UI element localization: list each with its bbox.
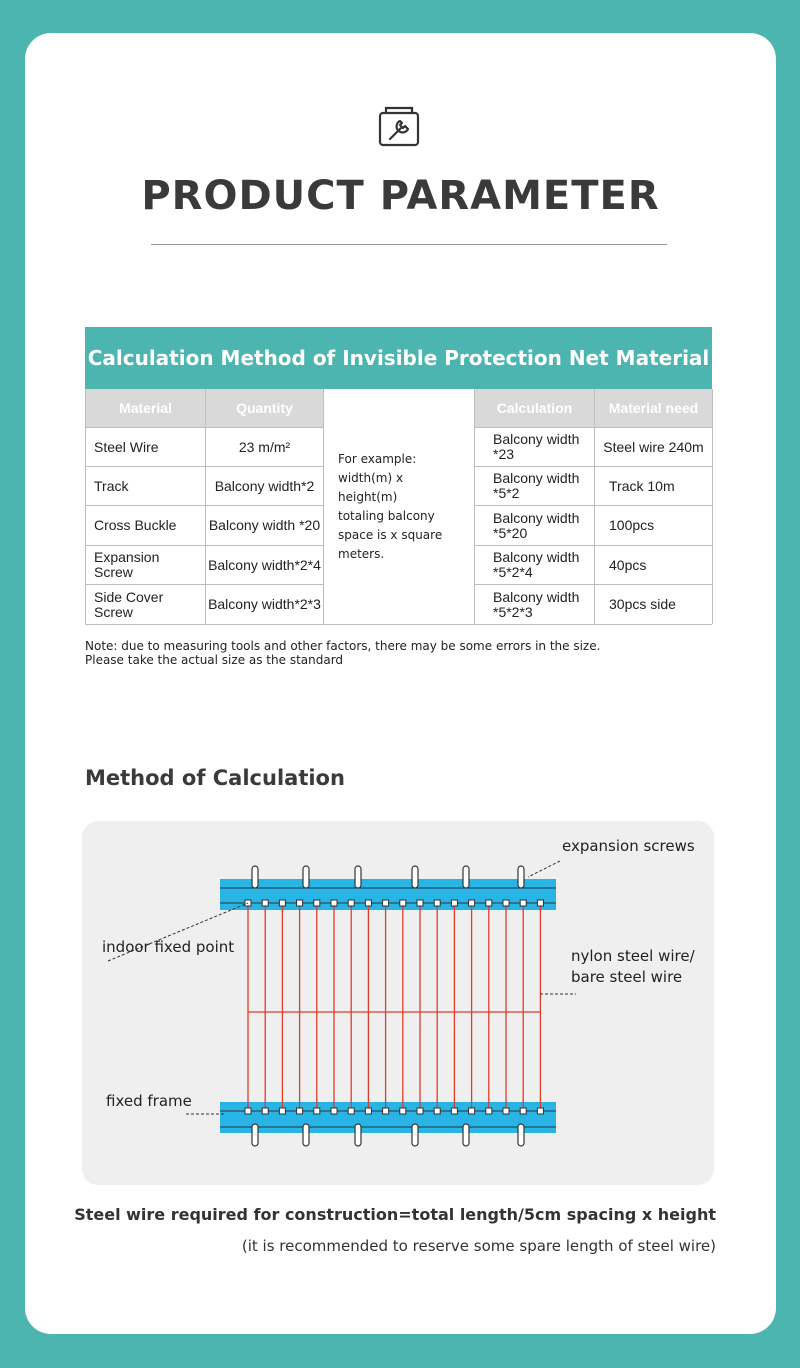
fixed-point — [503, 900, 509, 906]
expansion-screw — [303, 1124, 309, 1146]
header-quantity: Quantity — [206, 389, 324, 428]
content-card — [25, 33, 776, 1334]
fixed-point — [314, 1108, 320, 1114]
label-fixed-frame: fixed frame — [106, 1092, 192, 1110]
fixed-point — [520, 900, 526, 906]
label-indoor-fixed-point: indoor fixed point — [102, 938, 235, 956]
calculation-cell: Balcony width *5*2 — [475, 467, 595, 506]
fixed-point — [486, 1108, 492, 1114]
construction-formula: Steel wire required for construction=total length/5cm spacing x height — [74, 1205, 716, 1224]
header-material-need: Material need — [595, 389, 713, 428]
fixed-point — [469, 1108, 475, 1114]
fixed-point — [348, 900, 354, 906]
fixed-point — [331, 900, 337, 906]
fixed-point — [262, 900, 268, 906]
fixed-point — [503, 1108, 509, 1114]
header-material: Material — [86, 389, 206, 428]
spare-length-tip: (it is recommended to reserve some spare length of steel wire) — [241, 1237, 716, 1255]
fixed-point — [400, 1108, 406, 1114]
title-divider — [151, 244, 667, 245]
material-cell: Cross Buckle — [86, 506, 206, 546]
quantity-cell: 23 m/m² — [206, 428, 324, 467]
fixed-point — [383, 900, 389, 906]
fixed-point — [245, 1108, 251, 1114]
fixed-point — [434, 1108, 440, 1114]
fixed-point — [417, 1108, 423, 1114]
example-line: meters. — [338, 547, 385, 561]
example-line: space is x square — [338, 528, 443, 542]
material-cell: Side Cover Screw — [86, 585, 206, 624]
calculation-cell: Balcony width *23 — [475, 428, 595, 467]
wrench-icon — [376, 103, 422, 149]
label-nylon-wire: nylon steel wire/ — [571, 947, 695, 965]
material-cell: Steel Wire — [86, 428, 206, 467]
example-cell — [324, 389, 475, 625]
label-bare-wire: bare steel wire — [571, 968, 683, 986]
example-line: For example: — [338, 452, 417, 466]
material-cell: Expansion Screw — [86, 546, 206, 585]
need-cell: Steel wire 240m — [595, 428, 713, 467]
calculation-cell: Balcony width *5*2*3 — [475, 585, 595, 624]
fixed-point — [520, 1108, 526, 1114]
fixed-point — [365, 1108, 371, 1114]
expansion-screw — [518, 1124, 524, 1146]
page-title: PRODUCT PARAMETER — [141, 173, 660, 219]
need-cell: 30pcs side — [595, 585, 713, 624]
fixed-point — [537, 1108, 543, 1114]
label-expansion-screws: expansion screws — [562, 837, 695, 855]
fixed-point — [383, 1108, 389, 1114]
need-cell: 40pcs — [595, 546, 713, 585]
fixed-point — [451, 900, 457, 906]
calculation-cell: Balcony width *5*20 — [475, 506, 595, 546]
expansion-screw — [303, 866, 309, 888]
fixed-point — [365, 900, 371, 906]
fixed-point — [417, 900, 423, 906]
material-cell: Track — [86, 467, 206, 506]
fixed-point — [314, 900, 320, 906]
calculation-cell: Balcony width *5*2*4 — [475, 546, 595, 585]
fixed-point — [434, 900, 440, 906]
expansion-screw — [412, 1124, 418, 1146]
net-diagram — [82, 821, 714, 1185]
expansion-screw — [252, 866, 258, 888]
fixed-point — [262, 1108, 268, 1114]
fixed-point — [279, 1108, 285, 1114]
method-title: Method of Calculation — [85, 766, 345, 790]
quantity-cell: Balcony width *20 — [206, 506, 324, 546]
fixed-point — [297, 1108, 303, 1114]
fixed-point — [297, 900, 303, 906]
example-line: totaling balcony — [338, 509, 435, 523]
expansion-screw — [463, 866, 469, 888]
fixed-point — [348, 1108, 354, 1114]
header-calculation: Calculation — [475, 389, 595, 428]
need-cell: Track 10m — [595, 467, 713, 506]
expansion-screw — [355, 866, 361, 888]
quantity-cell: Balcony width*2*4 — [206, 546, 324, 585]
table-heading: Calculation Method of Invisible Protection Net Material — [85, 327, 712, 389]
expansion-screw — [252, 1124, 258, 1146]
fixed-point — [331, 1108, 337, 1114]
fixed-point — [400, 900, 406, 906]
fixed-point — [279, 900, 285, 906]
size-note: Note: due to measuring tools and other factors, there may be some errors in the size. Please take the actual size as the standard — [85, 639, 601, 667]
expansion-screw — [412, 866, 418, 888]
expansion-screw — [518, 866, 524, 888]
fixed-point — [469, 900, 475, 906]
expansion-screw — [463, 1124, 469, 1146]
fixed-point — [537, 900, 543, 906]
fixed-point — [451, 1108, 457, 1114]
material-table — [85, 389, 712, 625]
expansion-screw — [355, 1124, 361, 1146]
quantity-cell: Balcony width*2*3 — [206, 585, 324, 624]
fixed-point — [486, 900, 492, 906]
example-line: width(m) x height(m) — [338, 471, 404, 504]
quantity-cell: Balcony width*2 — [206, 467, 324, 506]
need-cell: 100pcs — [595, 506, 713, 546]
